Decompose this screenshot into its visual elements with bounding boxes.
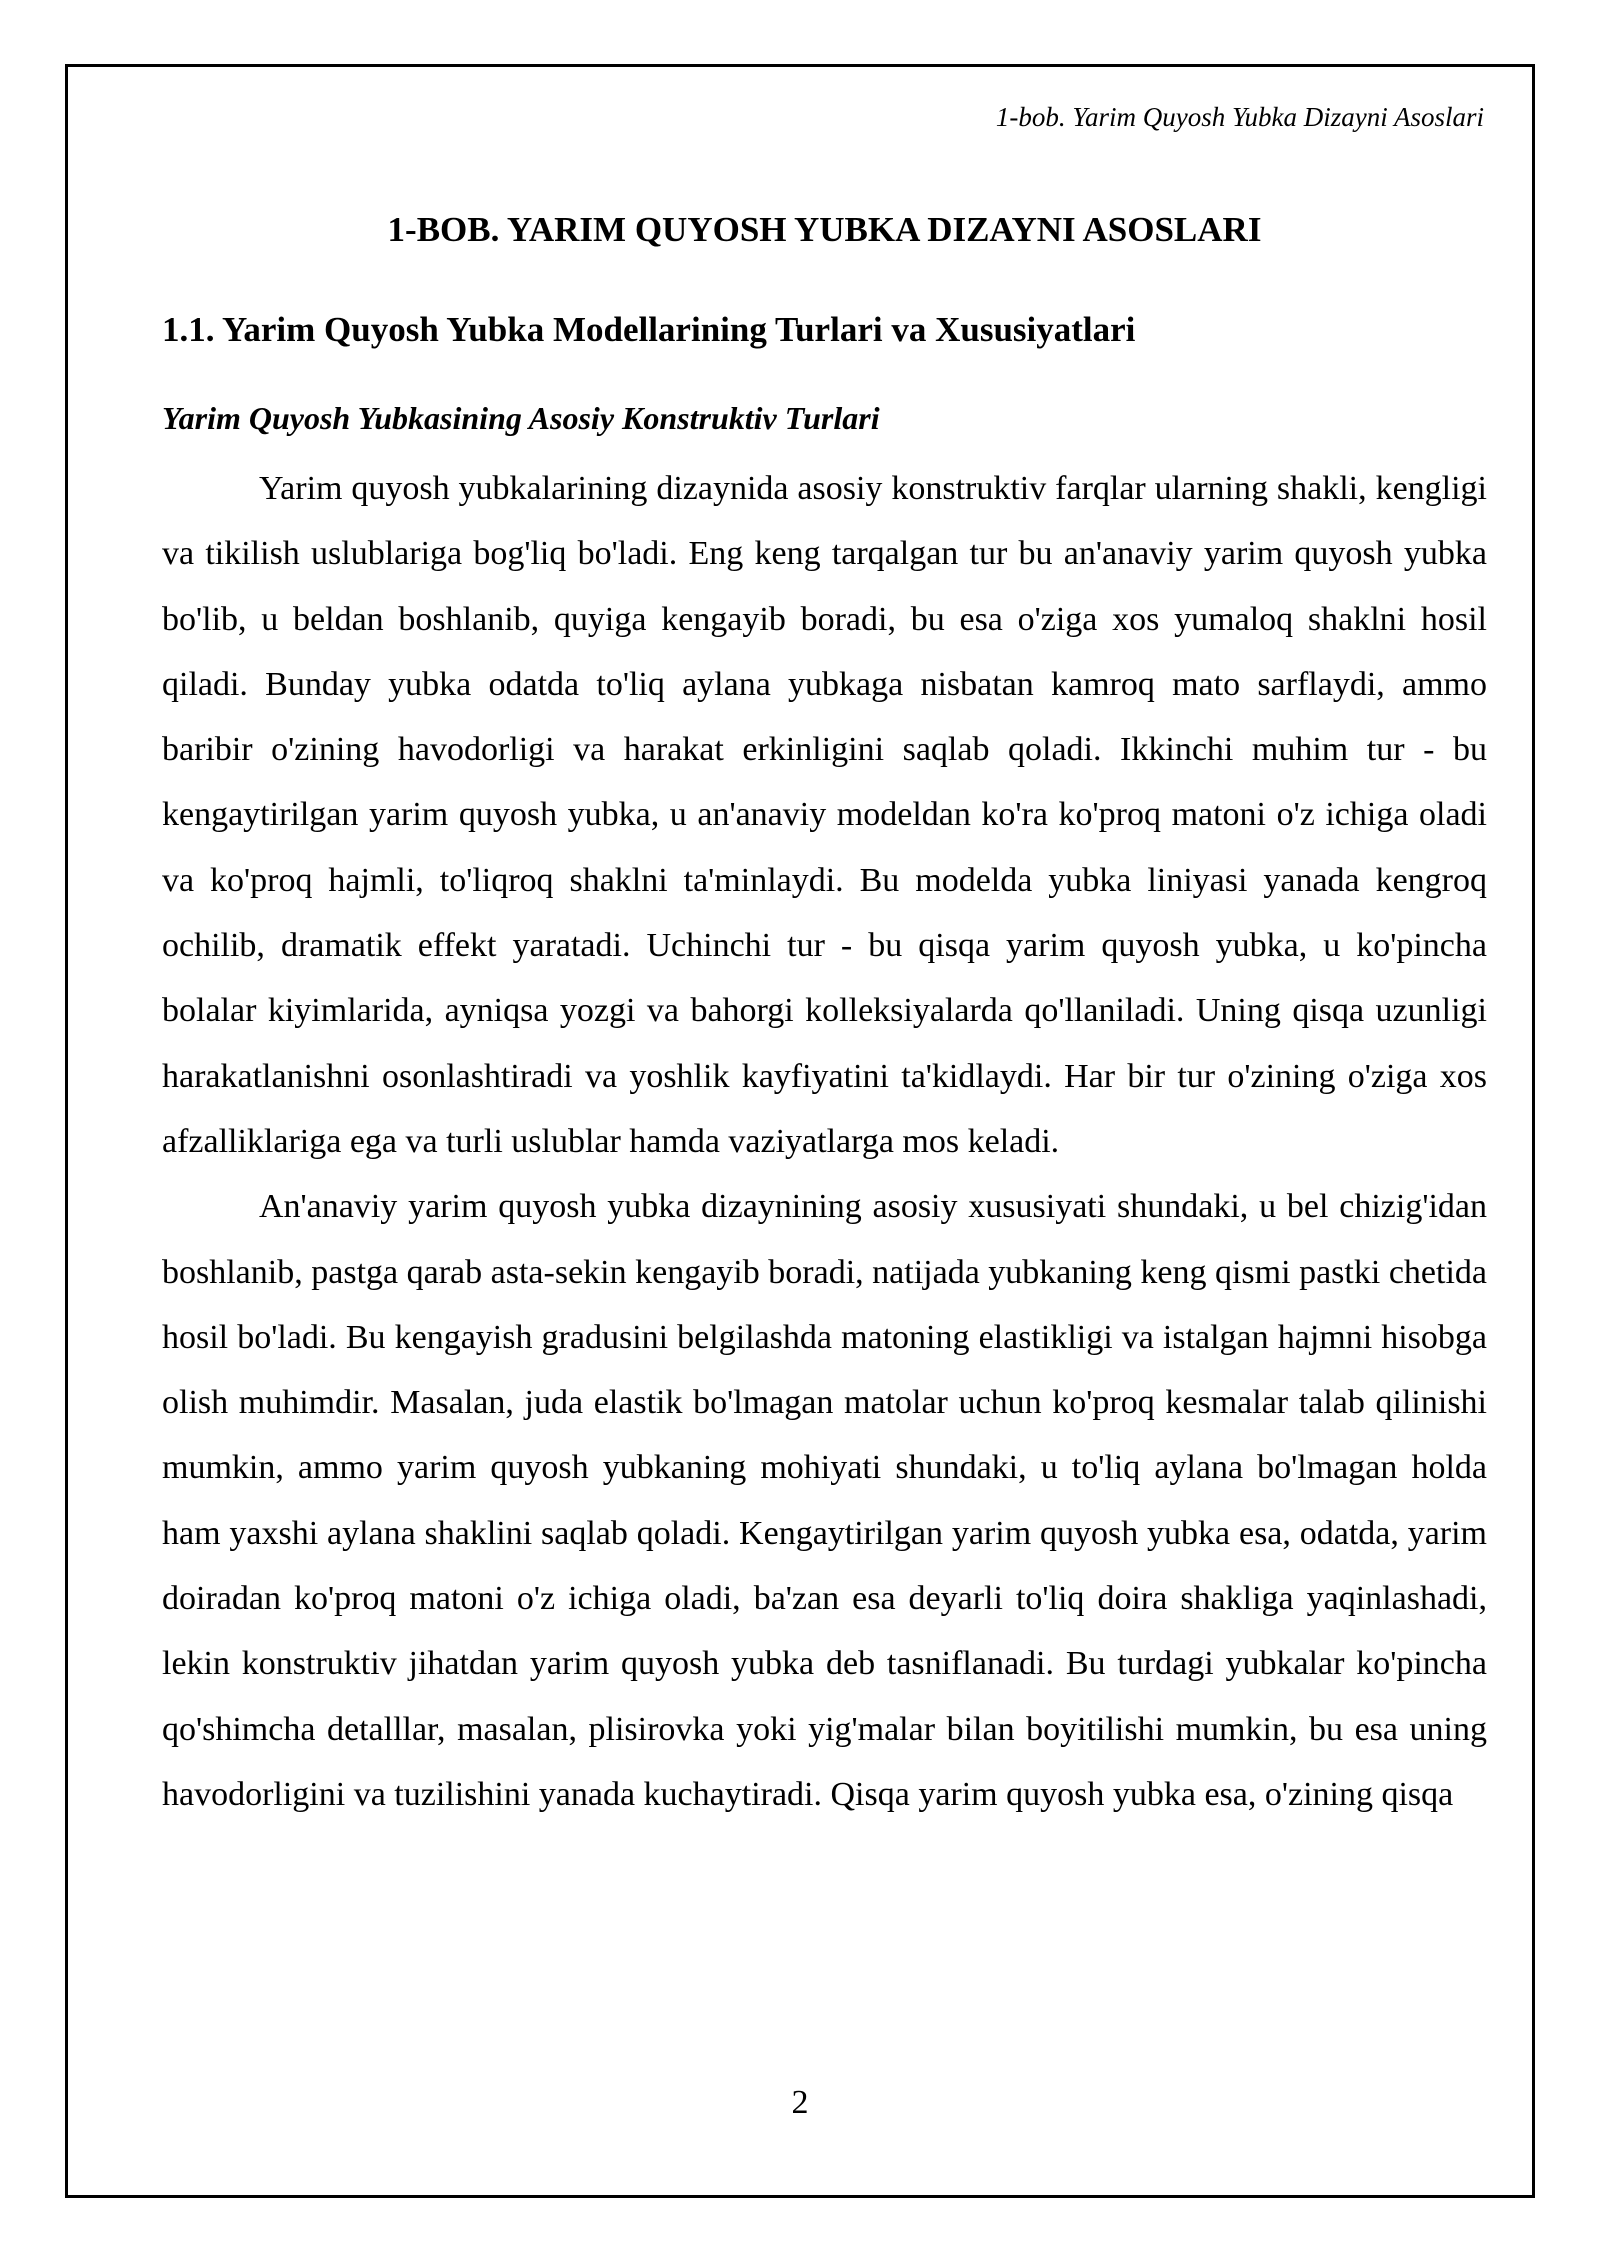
section-title: 1.1. Yarim Quyosh Yubka Modellarining Turlari va Xususiyatlari xyxy=(162,310,1136,349)
subsection-title: Yarim Quyosh Yubkasining Asosiy Konstruktiv Turlari xyxy=(162,400,880,436)
chapter-title: 1-BOB. YARIM QUYOSH YUBKA DIZAYNI ASOSLARI xyxy=(387,210,1262,249)
running-header: 1-bob. Yarim Quyosh Yubka Dizayni Asoslari xyxy=(995,102,1484,132)
body-paragraph: An'anaviy yarim quyosh yubka dizaynining asosiy xususiyati shundaki, u bel chizig'idan boshlanib, pastga qarab asta-sekin kengayib boradi, natijada yubkaning keng qismi pastki chetida hosil bo'ladi. Bu kengayish gradusini belgilashda matoning elastikligi va istalgan hajmni hisobga olish muhimdir. Masalan, juda elastik bo'lmagan matolar uchun ko'proq kesmalar talab qilinishi mumkin, ammo yarim quyosh yubkaning mohiyati shundaki, u to'liq aylana bo'lmagan holda ham yaxshi aylana shaklini saqlab qoladi. Kengaytirilgan yarim quyosh yubka esa, odatda, yarim doiradan ko'proq matoni o'z ichiga oladi, ba'zan esa deyarli to'liq doira shakliga yaqinlashadi, lekin konstruktiv jihatdan yarim quyosh yubka deb tasniflanadi. Bu turdagi yubkalar ko'pincha qo'shimcha detalllar, masalan, plisirovka yoki yig'malar bilan boyitilishi mumkin, bu esa uning havodorligini va tuzilishini yanada kuchaytiradi. Qisqa yarim quyosh yubka esa, o'zining qisqa xyxy=(162,1188,1487,1813)
page-content xyxy=(162,200,1487,1827)
body-paragraph: Yarim quyosh yubkalarining dizaynida asosiy konstruktiv farqlar ularning shakli, kengligi va tikilish uslublariga bog'liq bo'ladi. Eng keng tarqalgan tur bu an'anaviy yarim quyosh yubka bo'lib, u beldan boshlanib, quyiga kengayib boradi, bu esa o'ziga xos yumaloq shaklni hosil qiladi. Bunday yubka odatda to'liq aylana yubkaga nisbatan kamroq mato sarflaydi, ammo baribir o'zining havodorligi va harakat erkinligini saqlab qoladi. Ikkinchi muhim tur - bu kengaytirilgan yarim quyosh yubka, u an'anaviy modeldan ko'ra ko'proq matoni o'z ichiga oladi va ko'proq hajmli, to'liqroq shaklni ta'minlaydi. Bu modelda yubka liniyasi yanada kengroq ochilib, dramatik effekt yaratadi. Uchinchi tur - bu qisqa yarim quyosh yubka, u ko'pincha bolalar kiyimlarida, ayniqsa yozgi va bahorgi kolleksiyalarda qo'llaniladi. Uning qisqa uzunligi harakatlanishni osonlashtiradi va yoshlik kayfiyatini ta'kidlaydi. Har bir tur o'zining o'ziga xos afzalliklariga ega va turli uslublar hamda vaziyatlarga mos keladi. xyxy=(162,470,1487,1160)
page-number: 2 xyxy=(791,2084,809,2121)
